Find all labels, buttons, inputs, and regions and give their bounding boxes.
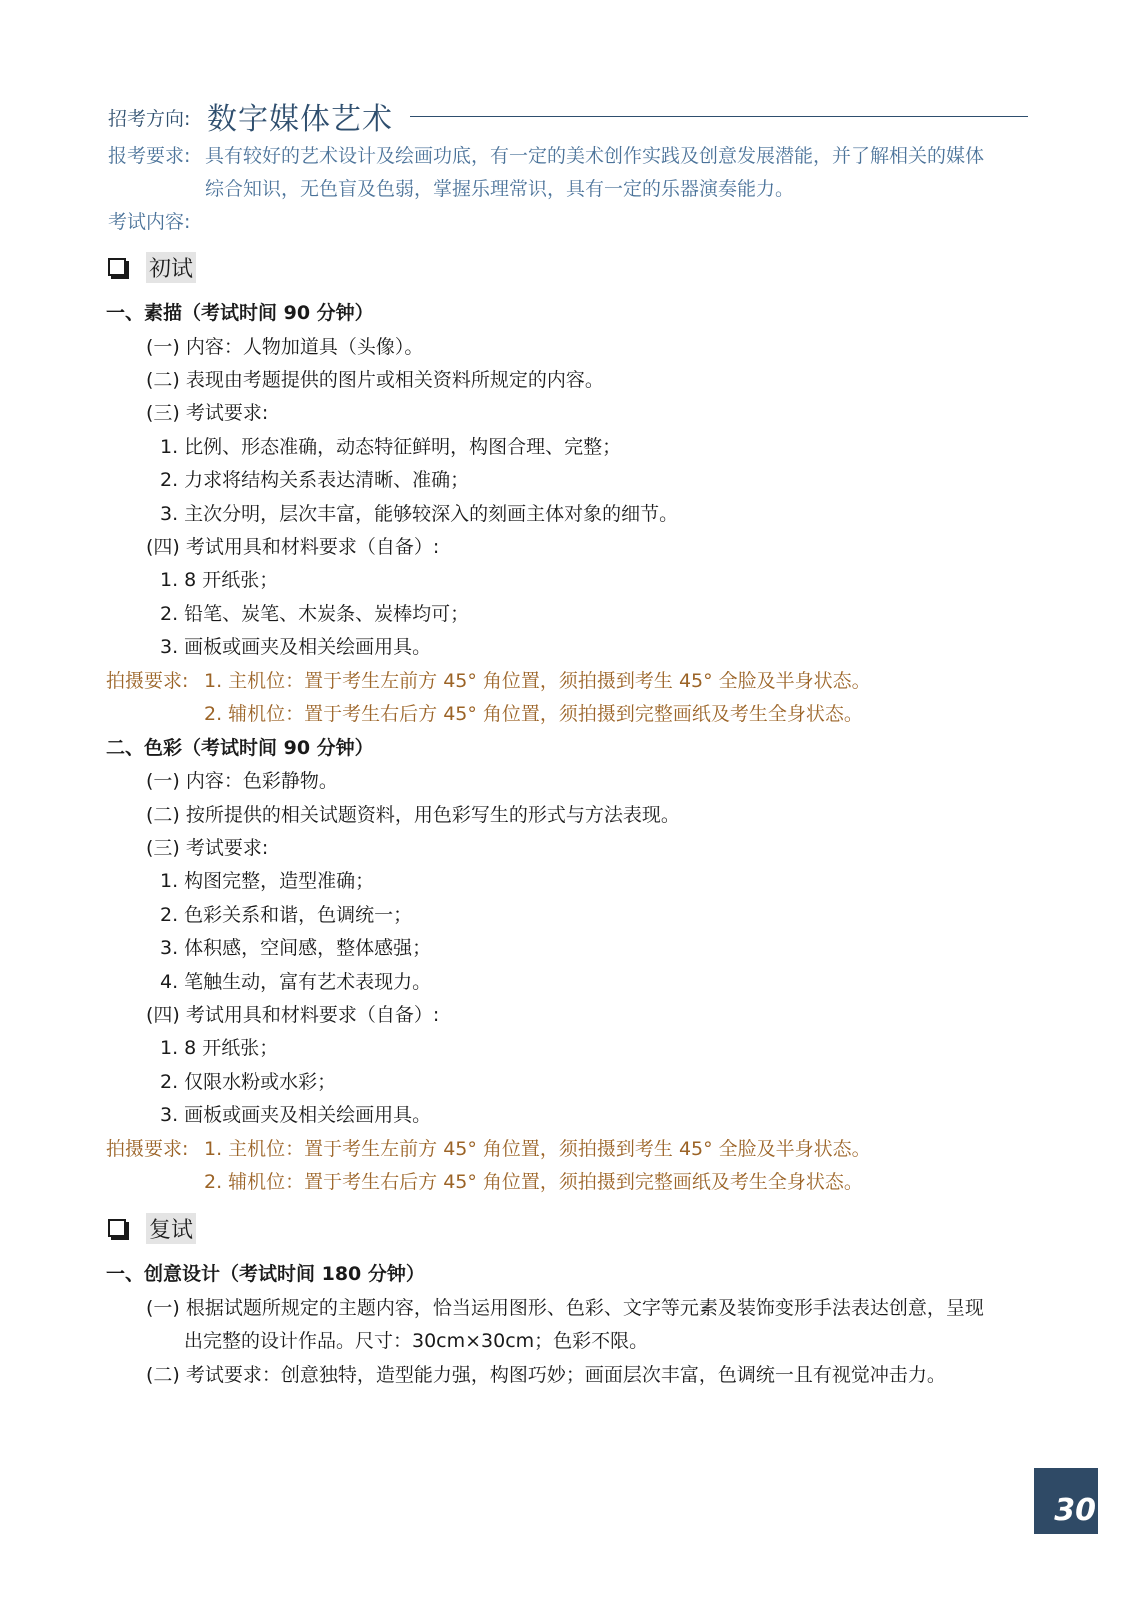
sketch-photo-label: 拍摄要求:	[106, 670, 189, 692]
page-number-badge	[1034, 1468, 1098, 1534]
design-item-2: (二) 考试要求：创意独特，造型能力强，构图巧妙；画面层次丰富，色调统一且有视觉冲击力。	[146, 1364, 946, 1386]
requirements-label: 报考要求:	[108, 145, 191, 167]
color-req-1: 1. 构图完整，造型准确；	[160, 870, 375, 892]
sketch-photo-1: 1. 主机位：置于考生左前方 45° 角位置，须拍摄到考生 45° 全脸及半身状态。	[204, 670, 871, 692]
color-req-3: 3. 体积感，空间感，整体感强；	[160, 937, 432, 959]
heading-divider	[410, 116, 1028, 117]
section-heading	[108, 94, 1028, 137]
sketch-req-3: 3. 主次分明，层次丰富，能够较深入的刻画主体对象的细节。	[160, 503, 679, 525]
design-item-1-line-1: (一) 根据试题所规定的主题内容，恰当运用图形、色彩、文字等元素及装饰变形手法表达创意，呈现	[146, 1297, 984, 1319]
sketch-tools-title: (四) 考试用具和材料要求（自备）:	[146, 536, 440, 558]
color-photo-label: 拍摄要求:	[106, 1138, 189, 1160]
color-req-2: 2. 色彩关系和谐，色调统一；	[160, 904, 413, 926]
sketch-req-2: 2. 力求将结构关系表达清晰、准确；	[160, 469, 470, 491]
requirements-line-1: 具有较好的艺术设计及绘画功底，有一定的美术创作实践及创意发展潜能，并了解相关的媒体	[205, 145, 985, 167]
sketch-item-2: (二) 表现由考题提供的图片或相关资料所规定的内容。	[146, 369, 604, 391]
color-tool-2: 2. 仅限水粉或水彩；	[160, 1071, 337, 1093]
requirements-line-2: 综合知识，无色盲及色弱，掌握乐理常识，具有一定的乐器演奏能力。	[205, 178, 795, 200]
sketch-tool-1: 1. 8 开纸张；	[160, 569, 279, 591]
color-title: 二、色彩（考试时间 90 分钟）	[106, 737, 374, 759]
sketch-photo-2: 2. 辅机位：置于考生右后方 45° 角位置，须拍摄到完整画纸及考生全身状态。	[204, 703, 863, 725]
color-photo-1: 1. 主机位：置于考生左前方 45° 角位置，须拍摄到考生 45° 全脸及半身状态。	[204, 1138, 871, 1160]
heading-label: 招考方向:	[108, 108, 191, 130]
design-title: 一、创意设计（考试时间 180 分钟）	[106, 1263, 425, 1285]
sketch-item-1: (一) 内容：人物加道具（头像）。	[146, 336, 424, 358]
color-item-1: (一) 内容：色彩静物。	[146, 770, 338, 792]
color-tool-3: 3. 画板或画夹及相关绘画用具。	[160, 1104, 432, 1126]
sketch-tool-3: 3. 画板或画夹及相关绘画用具。	[160, 636, 432, 658]
preliminary-title: 初试	[146, 252, 196, 283]
color-photo-2: 2. 辅机位：置于考生右后方 45° 角位置，须拍摄到完整画纸及考生全身状态。	[204, 1171, 863, 1193]
checkbox-square-icon	[108, 1219, 126, 1237]
sketch-req-1: 1. 比例、形态准确，动态特征鲜明，构图合理、完整；	[160, 436, 622, 458]
checkbox-square-icon	[108, 258, 126, 276]
retest-title: 复试	[146, 1213, 196, 1244]
sketch-title: 一、素描（考试时间 90 分钟）	[106, 302, 374, 324]
sketch-item-3: (三) 考试要求:	[146, 402, 269, 424]
color-req-4: 4. 笔触生动，富有艺术表现力。	[160, 971, 432, 993]
content-label: 考试内容:	[108, 211, 191, 233]
color-tools-title: (四) 考试用具和材料要求（自备）:	[146, 1004, 440, 1026]
heading-title: 数字媒体艺术	[207, 102, 393, 137]
sketch-tool-2: 2. 铅笔、炭笔、木炭条、炭棒均可；	[160, 603, 470, 625]
color-item-3: (三) 考试要求:	[146, 837, 269, 859]
design-item-1-line-2: 出完整的设计作品。尺寸：30cm×30cm；色彩不限。	[184, 1330, 649, 1352]
page-number: 30	[1054, 1493, 1096, 1528]
color-item-2: (二) 按所提供的相关试题资料，用色彩写生的形式与方法表现。	[146, 804, 680, 826]
color-tool-1: 1. 8 开纸张；	[160, 1037, 279, 1059]
